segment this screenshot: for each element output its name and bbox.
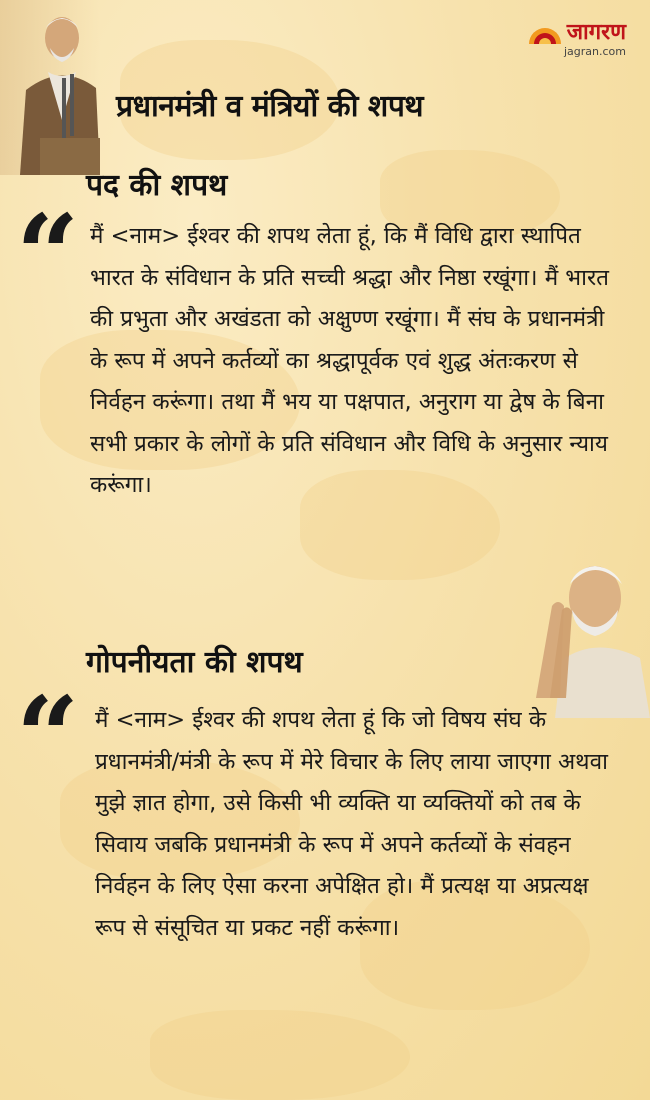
quote-mark-icon: “ [16, 672, 80, 801]
section-title-secrecy-oath: गोपनीयता की शपथ [86, 645, 303, 680]
logo-name: जागरण [566, 20, 626, 45]
logo-domain: jagran.com [563, 45, 626, 58]
jagran-sun-icon [527, 22, 563, 44]
main-title: प्रधानमंत्री व मंत्रियों की शपथ [116, 89, 424, 124]
office-oath-text: मैं <नाम> ईश्वर की शपथ लेता हूं, कि मैं विधि द्वारा स्थापित भारत के संविधान के प्रति सच्ची श्रद्धा और निष्ठा रखूंगा। मैं भारत की प्रभुता और अखंडता को अक्षुण्ण रखूंगा। मैं संघ के प्रधानमंत्री के रूप में अपने कर्तव्यों का श्रद्धापूर्वक एवं शुद्ध अंतःकरण से निर्वहन करूंगा। तथा मैं भय या पक्षपात, अनुराग या द्वेष के बिना सभी प्रकार के लोगों के प्रति संविधान और विधि के अनुसार न्याय करूंगा। [90, 223, 609, 498]
leader-portrait-namaste [500, 548, 650, 718]
section-title-office-oath: पद की शपथ [86, 168, 228, 203]
jagran-logo [527, 22, 626, 58]
quote-mark-icon: “ [16, 190, 80, 319]
secrecy-oath-text: मैं <नाम> ईश्वर की शपथ लेता हूं कि जो विषय संघ के प्रधानमंत्री/मंत्री के रूप में मेरे विचार के लिए लाया जाएगा अथवा मुझे ज्ञात होगा, उसे किसी भी व्यक्ति या व्यक्तियों को तब के सिवाय जबकि प्रधानमंत्री के रूप में अपने कर्तव्यों के संवहन निर्वहन के लिए ऐसा करना अपेक्षित हो। मैं प्रत्यक्ष या अप्रत्यक्ष रूप से संसूचित या प्रकट नहीं करूंगा। [95, 707, 608, 941]
leader-portrait-podium [0, 0, 100, 175]
